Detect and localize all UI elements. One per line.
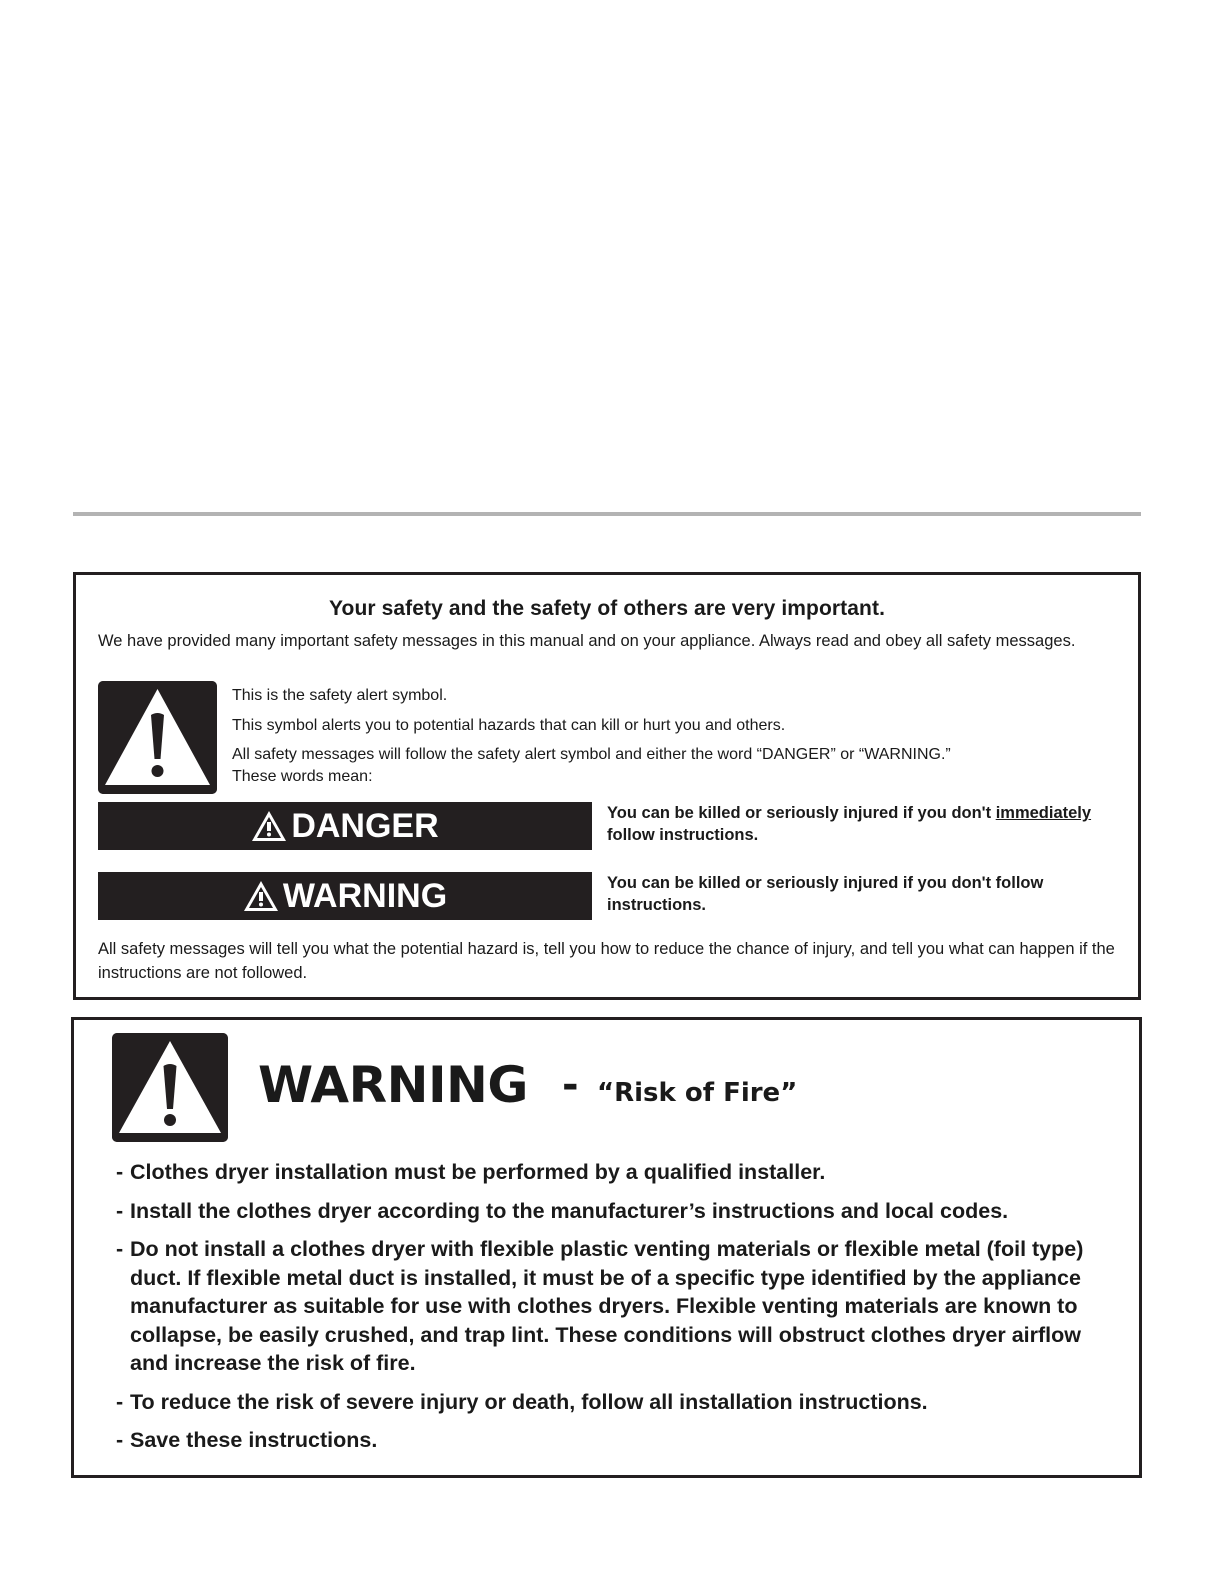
fire-warning-box [71, 1017, 1142, 1478]
list-item [116, 1197, 1116, 1226]
list-item-text: Do not install a clothes dryer with flexible plastic venting materials or flexible metal (foil type) duct. If flexible metal duct is installed, it must be of a specific type identified by the appliance manufacturer as suitable for use with clothes dryers. Flexible venting materials are known to collapse, be easily crushed, and trap lint. These conditions will obstruct clothes dryer airflow and increase the risk of fire. [130, 1237, 1084, 1375]
symbol-line-2: This symbol alerts you to potential hazards that can kill or hurt you and others. [232, 717, 786, 734]
danger-desc-part-1: You can be killed or seriously injured if you don't [607, 804, 996, 822]
warning-label: WARNING [282, 876, 448, 915]
list-dash: - [116, 1198, 124, 1223]
safety-alert-icon [112, 1033, 228, 1142]
danger-description [607, 802, 1132, 846]
list-item [116, 1158, 1116, 1187]
list-item [116, 1235, 1116, 1378]
danger-desc-emphasis: immediately [995, 804, 1092, 822]
list-dash: - [116, 1389, 124, 1414]
danger-label: DANGER [291, 806, 439, 845]
safety-footer: All safety messages will tell you what the potential hazard is, tell you how to reduce the chance of injury, and tell you what can happen if the instructions are not followed. [98, 940, 1115, 982]
fire-warning-subheading: “Risk of Fire” [597, 1078, 798, 1108]
list-dash: - [116, 1160, 124, 1184]
symbol-line-4: These words mean: [232, 768, 373, 785]
fire-warning-list [116, 1158, 1116, 1465]
safety-alert-icon [98, 681, 217, 794]
safety-info-box [73, 572, 1141, 1000]
list-dash: - [116, 1237, 124, 1261]
safety-intro: We have provided many important safety messages in this manual and on your appliance. Always read and obey all safety messages. [98, 632, 1076, 650]
danger-desc-part-2: follow instructions. [607, 826, 759, 844]
list-item-text: Clothes dryer installation must be performed by a qualified installer. [130, 1160, 826, 1184]
danger-banner [98, 802, 592, 850]
symbol-line-3: All safety messages will follow the safety alert symbol and either the word “DANGER” or “WARNING.” [232, 746, 951, 763]
warning-banner [98, 872, 592, 920]
symbol-line-1: This is the safety alert symbol. [232, 687, 448, 704]
fire-warning-heading: WARNING [258, 1056, 528, 1114]
list-item-text: Install the clothes dryer according to the manufacturer’s instructions and local codes. [130, 1198, 1009, 1223]
list-item-text: To reduce the risk of severe injury or death, follow all installation instructions. [130, 1389, 928, 1414]
list-item-text: Save these instructions. [130, 1428, 378, 1452]
alert-triangle-icon [243, 880, 279, 912]
section-divider [73, 512, 1141, 516]
alert-triangle-icon [251, 810, 287, 842]
heading-dash: - [562, 1062, 579, 1108]
list-item [116, 1388, 1116, 1417]
safety-title: Your safety and the safety of others are very important. [328, 597, 886, 620]
list-dash: - [116, 1428, 124, 1452]
warning-description: You can be killed or seriously injured if you don't follow instructions. [607, 874, 1044, 914]
list-item [116, 1426, 1116, 1455]
